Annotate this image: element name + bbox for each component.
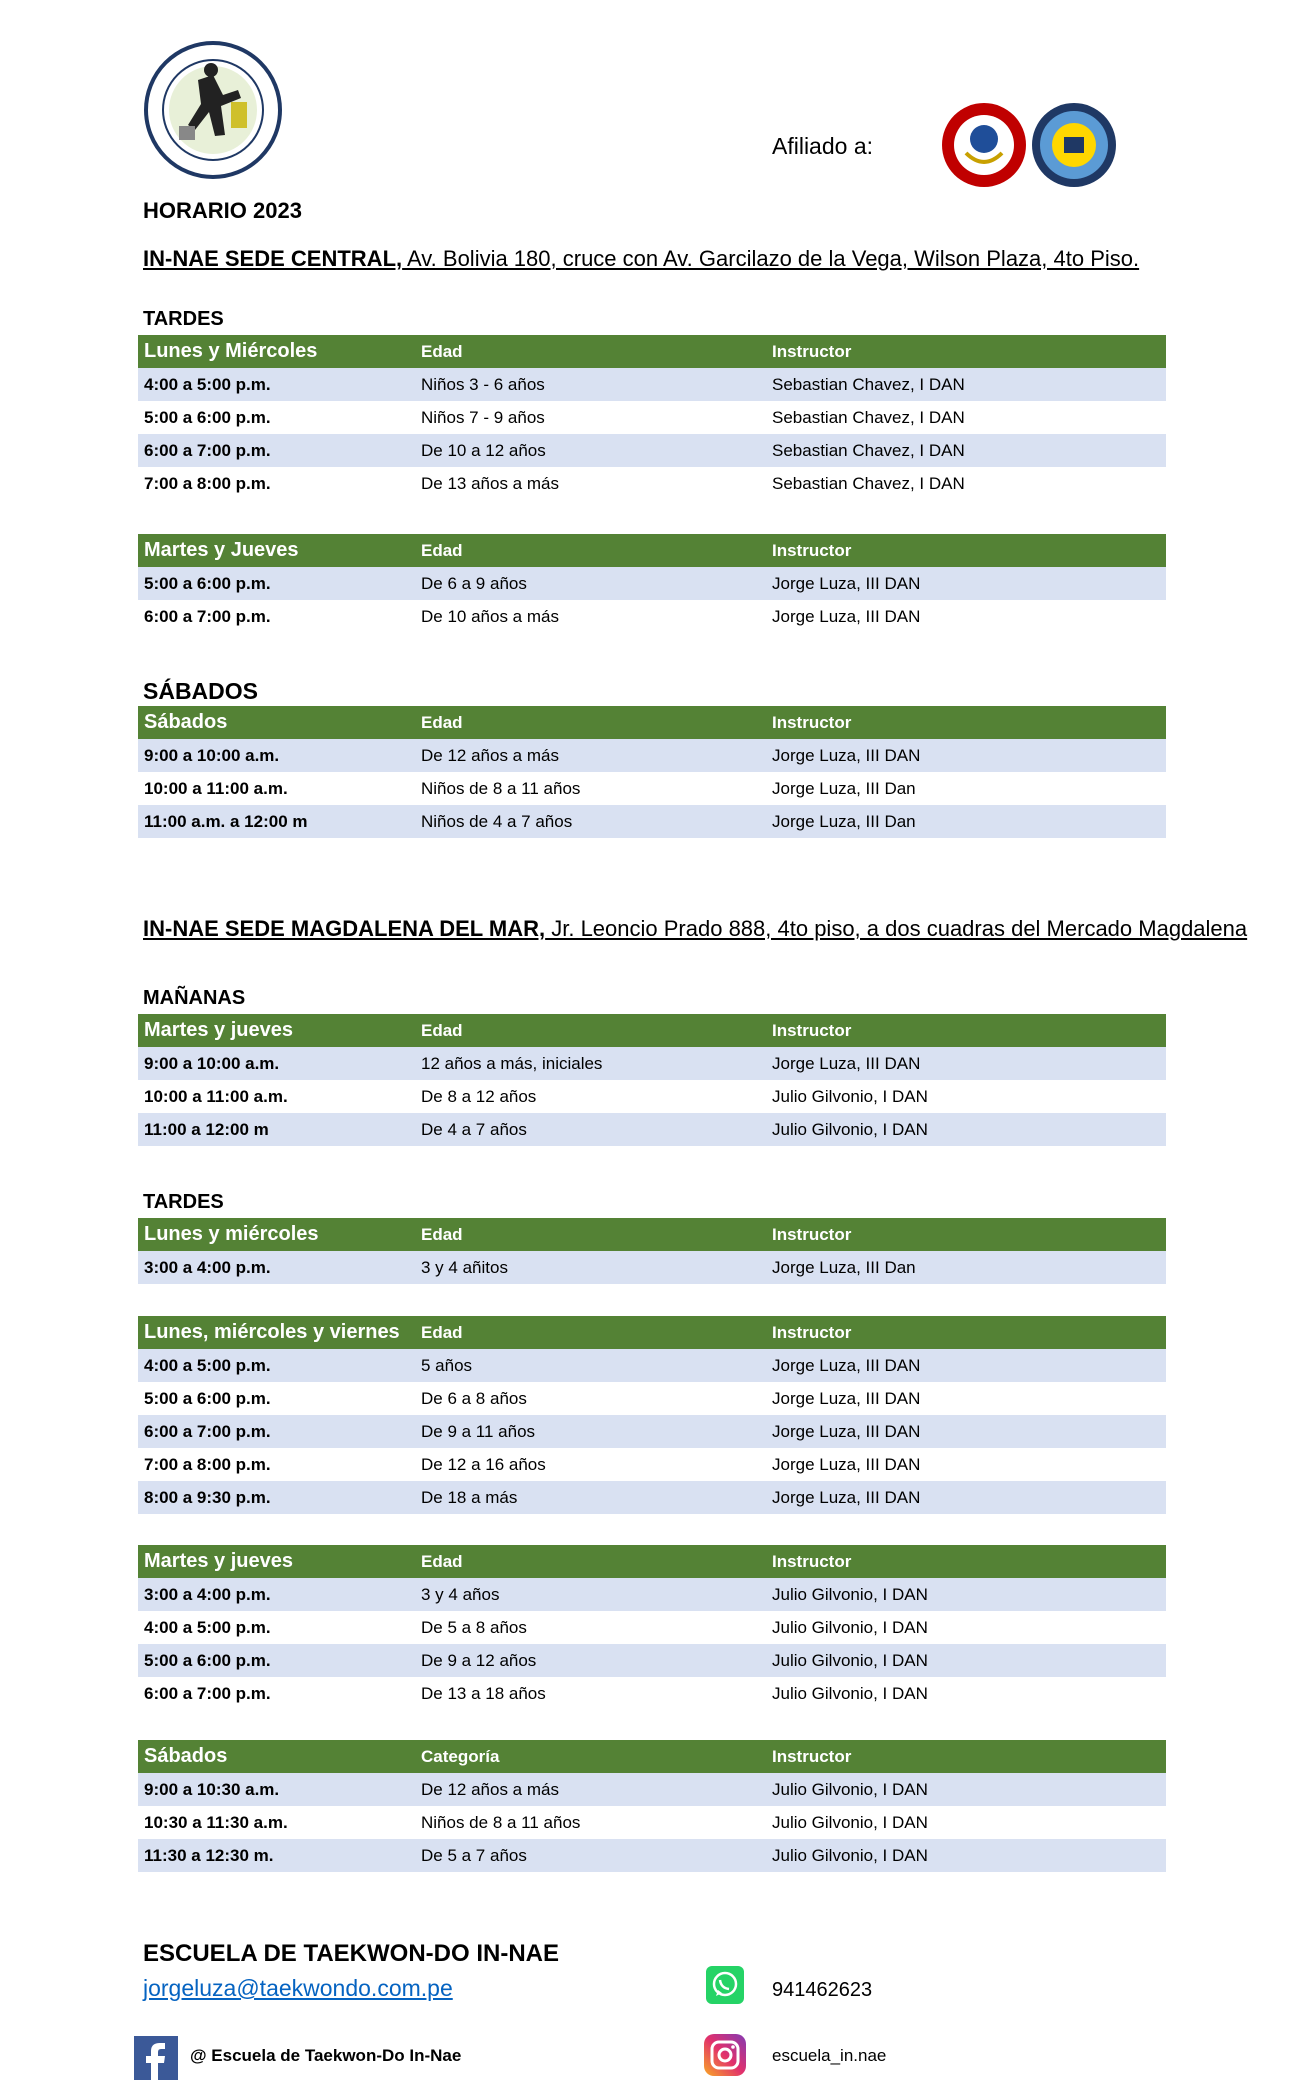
schedule-table-magdalena-martes-jueves-am <box>138 1014 1166 1146</box>
column-header-instructor: Instructor <box>766 1545 1166 1578</box>
table-header-row <box>138 706 1166 739</box>
cell-time: 9:00 a 10:00 a.m. <box>138 739 415 772</box>
table-row <box>138 772 1166 805</box>
cell-age: De 18 a más <box>415 1481 766 1514</box>
table-header-row <box>138 1545 1166 1578</box>
sede-central-address: Av. Bolivia 180, cruce con Av. Garcilazo de la Vega, Wilson Plaza, 4to Piso. <box>402 246 1140 271</box>
table-row <box>138 401 1166 434</box>
table-row <box>138 805 1166 838</box>
column-header-day: Martes y jueves <box>138 1545 415 1578</box>
cell-age: 5 años <box>415 1349 766 1382</box>
cell-age: De 12 años a más <box>415 1773 766 1806</box>
table-header-row <box>138 534 1166 567</box>
column-header-age: Edad <box>415 706 766 739</box>
whatsapp-icon <box>706 1966 744 2004</box>
cell-instructor: Julio Gilvonio, I DAN <box>772 1683 928 1703</box>
cell-age: Niños de 8 a 11 años <box>421 1812 581 1832</box>
cell-instructor: Julio Gilvonio, I DAN <box>772 1617 928 1637</box>
schedule-title: HORARIO 2023 <box>143 198 302 223</box>
cell-instructor: Sebastian Chavez, I DAN <box>772 407 965 427</box>
cell-instructor: Sebastian Chavez, I DAN <box>766 434 1166 467</box>
cell-age: De 13 a 18 años <box>421 1683 546 1703</box>
cell-instructor: Sebastian Chavez, I DAN <box>772 473 965 493</box>
schedule-table-central-lunes-miercoles <box>138 335 1166 500</box>
table-row <box>138 1113 1166 1146</box>
table-row <box>138 368 1166 401</box>
cell-time: 3:00 a 4:00 p.m. <box>138 1578 415 1611</box>
table-header-row <box>138 1218 1166 1251</box>
section-label-tardes-magdalena: TARDES <box>143 1191 224 1213</box>
table-row <box>138 1251 1166 1284</box>
section-label-mananas: MAÑANAS <box>143 987 246 1009</box>
cell-age: Niños 7 - 9 años <box>421 407 545 427</box>
sede-magdalena-address: Jr. Leoncio Prado 888, 4to piso, a dos cuadras del Mercado Magdalena <box>545 916 1248 941</box>
table-row <box>138 1047 1166 1080</box>
footer-school-name: ESCUELA DE TAEKWON-DO IN-NAE <box>143 1940 559 1967</box>
cell-instructor: Jorge Luza, III DAN <box>772 1454 921 1474</box>
column-header-age: Edad <box>415 335 766 368</box>
sede-central-heading <box>143 246 1139 272</box>
cell-age: De 4 a 7 años <box>415 1113 766 1146</box>
phone-number: 941462623 <box>772 1979 873 2001</box>
table-header-row <box>138 1014 1166 1047</box>
column-header-age: Categoría <box>415 1740 766 1773</box>
schedule-table-magdalena-lmv <box>138 1316 1166 1514</box>
table-row <box>138 434 1166 467</box>
cell-time: 5:00 a 6:00 p.m. <box>138 1644 415 1677</box>
column-header-age: Edad <box>415 1316 766 1349</box>
schedule-table-magdalena-lunes-miercoles <box>138 1218 1166 1284</box>
table-row <box>138 567 1166 600</box>
table-row <box>138 1448 1166 1481</box>
email-link[interactable]: jorgeluza@taekwondo.com.pe <box>143 1975 453 2001</box>
table-row <box>138 739 1166 772</box>
cell-time: 7:00 a 8:00 p.m. <box>144 1454 271 1474</box>
table-row <box>138 1481 1166 1514</box>
table-row <box>138 1349 1166 1382</box>
cell-instructor: Julio Gilvonio, I DAN <box>772 1812 928 1832</box>
schedule-table-magdalena-sabados <box>138 1740 1166 1872</box>
cell-time: 3:00 a 4:00 p.m. <box>138 1251 415 1284</box>
cell-time: 4:00 a 5:00 p.m. <box>138 368 415 401</box>
facebook-handle: @ Escuela de Taekwon-Do In-Nae <box>190 2046 462 2065</box>
facebook-icon[interactable] <box>134 2036 178 2080</box>
cell-time: 6:00 a 7:00 p.m. <box>144 606 271 626</box>
cell-time: 11:00 a 12:00 m <box>138 1113 415 1146</box>
table-row <box>138 1677 1166 1710</box>
cell-time: 6:00 a 7:00 p.m. <box>138 1415 415 1448</box>
column-header-age: Edad <box>415 1545 766 1578</box>
cell-age: De 8 a 12 años <box>421 1086 537 1106</box>
table-header-row <box>138 1740 1166 1773</box>
cell-instructor: Jorge Luza, III DAN <box>766 1349 1166 1382</box>
cell-age: De 9 a 11 años <box>415 1415 766 1448</box>
column-header-day: Lunes y miércoles <box>138 1218 415 1251</box>
cell-age: De 13 años a más <box>421 473 559 493</box>
column-header-age: Edad <box>415 1014 766 1047</box>
table-row <box>138 1773 1166 1806</box>
table-row <box>138 1611 1166 1644</box>
cell-time: 6:00 a 7:00 p.m. <box>144 1683 271 1703</box>
cell-age: De 5 a 7 años <box>415 1839 766 1872</box>
cell-time: 4:00 a 5:00 p.m. <box>144 1617 271 1637</box>
cell-time: 8:00 a 9:30 p.m. <box>138 1481 415 1514</box>
cell-instructor: Jorge Luza, III DAN <box>766 1047 1166 1080</box>
sede-magdalena-heading <box>143 916 1247 942</box>
cell-instructor: Jorge Luza, III Dan <box>772 778 916 798</box>
table-row <box>138 467 1166 500</box>
cell-time: 9:00 a 10:30 a.m. <box>138 1773 415 1806</box>
cell-age: Niños 3 - 6 años <box>415 368 766 401</box>
federation-logo-2 <box>1030 101 1118 189</box>
cell-time: 5:00 a 6:00 p.m. <box>144 407 271 427</box>
cell-time: 10:30 a 11:30 a.m. <box>144 1812 288 1832</box>
column-header-day: Martes y jueves <box>138 1014 415 1047</box>
table-row <box>138 600 1166 633</box>
schedule-table-magdalena-martes-jueves-pm <box>138 1545 1166 1710</box>
cell-age: De 9 a 12 años <box>415 1644 766 1677</box>
cell-instructor: Julio Gilvonio, I DAN <box>766 1113 1166 1146</box>
instagram-handle: escuela_in.nae <box>772 2046 887 2065</box>
table-row <box>138 1382 1166 1415</box>
cell-age: 3 y 4 añitos <box>415 1251 766 1284</box>
schedule-table-central-sabados <box>138 706 1166 838</box>
cell-age: De 12 a 16 años <box>421 1454 546 1474</box>
cell-age: De 6 a 9 años <box>415 567 766 600</box>
table-row <box>138 1080 1166 1113</box>
cell-time: 5:00 a 6:00 p.m. <box>144 1388 271 1408</box>
cell-time: 10:00 a 11:00 a.m. <box>144 1086 288 1106</box>
schedule-table-central-martes-jueves <box>138 534 1166 633</box>
table-header-row <box>138 1316 1166 1349</box>
cell-instructor: Jorge Luza, III DAN <box>766 1415 1166 1448</box>
cell-instructor: Sebastian Chavez, I DAN <box>766 368 1166 401</box>
cell-age: Niños de 8 a 11 años <box>421 778 581 798</box>
column-header-day: Sábados <box>138 1740 415 1773</box>
sede-magdalena-name: IN-NAE SEDE MAGDALENA DEL MAR, <box>143 916 546 941</box>
column-header-instructor: Instructor <box>766 335 1166 368</box>
cell-age: De 10 a 12 años <box>415 434 766 467</box>
column-header-day: Lunes y Miércoles <box>138 335 415 368</box>
cell-time: 11:30 a 12:30 m. <box>138 1839 415 1872</box>
cell-time: 10:00 a 11:00 a.m. <box>144 778 288 798</box>
table-row <box>138 1806 1166 1839</box>
cell-instructor: Jorge Luza, III Dan <box>766 1251 1166 1284</box>
column-header-instructor: Instructor <box>766 1218 1166 1251</box>
cell-instructor: Julio Gilvonio, I DAN <box>766 1773 1166 1806</box>
instagram-icon[interactable] <box>704 2034 746 2076</box>
column-header-instructor: Instructor <box>766 706 1166 739</box>
column-header-instructor: Instructor <box>766 1014 1166 1047</box>
cell-time: 5:00 a 6:00 p.m. <box>138 567 415 600</box>
cell-instructor: Julio Gilvonio, I DAN <box>766 1644 1166 1677</box>
cell-time: 7:00 a 8:00 p.m. <box>144 473 271 493</box>
column-header-instructor: Instructor <box>766 534 1166 567</box>
cell-time: 6:00 a 7:00 p.m. <box>138 434 415 467</box>
federation-logo-1 <box>940 101 1028 189</box>
cell-age: De 6 a 8 años <box>421 1388 527 1408</box>
cell-age: 12 años a más, iniciales <box>415 1047 766 1080</box>
cell-age: 3 y 4 años <box>415 1578 766 1611</box>
cell-instructor: Julio Gilvonio, I DAN <box>772 1086 928 1106</box>
cell-instructor: Jorge Luza, III DAN <box>766 567 1166 600</box>
column-header-age: Edad <box>415 534 766 567</box>
table-row <box>138 1644 1166 1677</box>
cell-instructor: Julio Gilvonio, I DAN <box>766 1578 1166 1611</box>
table-row <box>138 1578 1166 1611</box>
section-label-sabados: SÁBADOS <box>143 678 259 704</box>
cell-time: 4:00 a 5:00 p.m. <box>138 1349 415 1382</box>
school-logo <box>143 40 283 180</box>
cell-time: 9:00 a 10:00 a.m. <box>138 1047 415 1080</box>
cell-age: De 10 años a más <box>421 606 559 626</box>
cell-age: De 5 a 8 años <box>421 1617 527 1637</box>
table-row <box>138 1415 1166 1448</box>
table-row <box>138 1839 1166 1872</box>
cell-instructor: Jorge Luza, III DAN <box>772 1388 921 1408</box>
cell-instructor: Julio Gilvonio, I DAN <box>766 1839 1166 1872</box>
cell-instructor: Jorge Luza, III DAN <box>766 1481 1166 1514</box>
column-header-day: Martes y Jueves <box>138 534 415 567</box>
cell-instructor: Jorge Luza, III DAN <box>766 739 1166 772</box>
column-header-instructor: Instructor <box>766 1316 1166 1349</box>
section-label-tardes: TARDES <box>143 308 224 330</box>
table-header-row <box>138 335 1166 368</box>
cell-instructor: Jorge Luza, III DAN <box>772 606 921 626</box>
sede-central-name: IN-NAE SEDE CENTRAL, <box>143 246 403 271</box>
column-header-instructor: Instructor <box>766 1740 1166 1773</box>
column-header-day: Lunes, miércoles y viernes <box>138 1316 415 1349</box>
cell-time: 11:00 a.m. a 12:00 m <box>138 805 415 838</box>
cell-age: Niños de 4 a 7 años <box>415 805 766 838</box>
column-header-age: Edad <box>415 1218 766 1251</box>
cell-instructor: Jorge Luza, III Dan <box>766 805 1166 838</box>
column-header-day: Sábados <box>138 706 415 739</box>
affiliated-label: Afiliado a: <box>772 133 874 159</box>
cell-age: De 12 años a más <box>415 739 766 772</box>
